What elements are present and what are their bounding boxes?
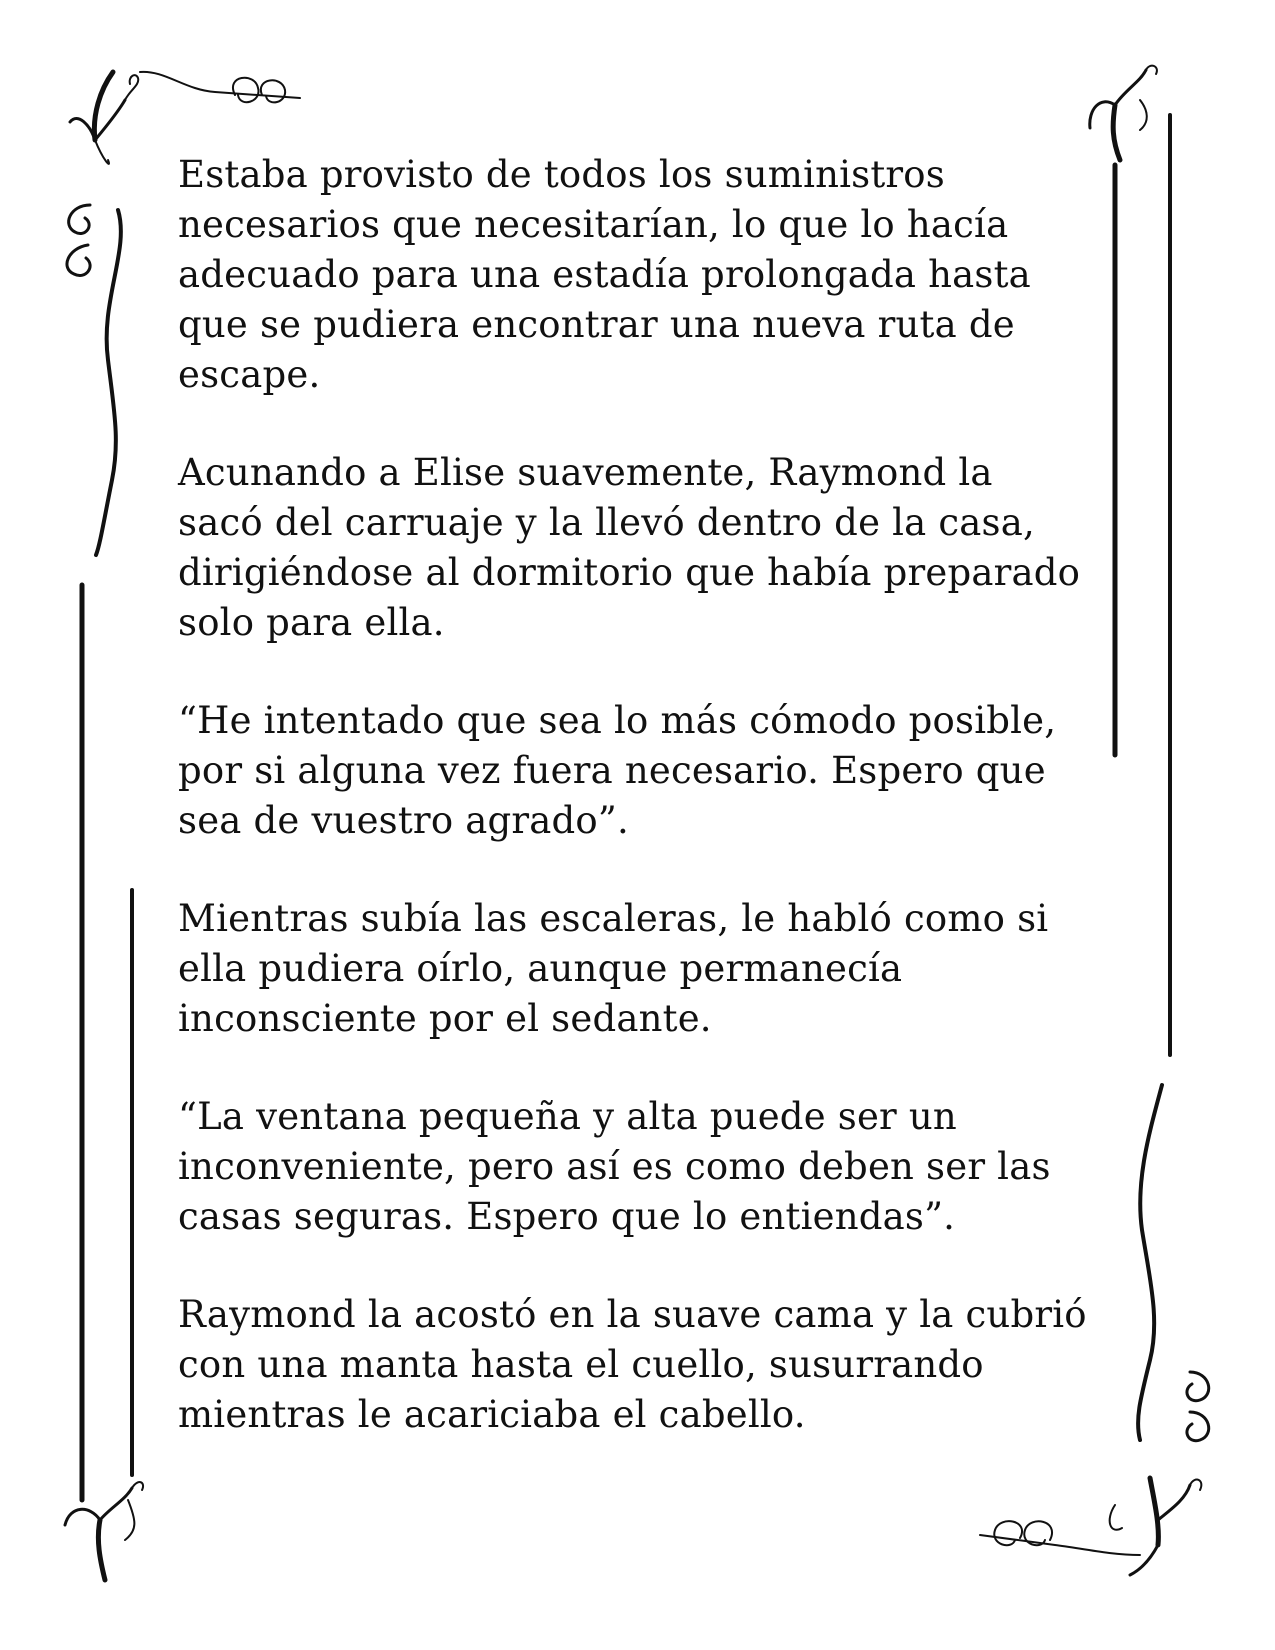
- paragraph: Acunando a Elise suavemente, Raymond la sacó del carruaje y la llevó dentro de la casa, dirigiéndose al dormitorio que había preparado solo para ella.: [178, 451, 1081, 644]
- paragraph: “He intentado que sea lo más cómodo posible, por si alguna vez fuera necesario. Espero que sea de vuestro agrado”.: [178, 699, 1057, 842]
- paragraph: Estaba provisto de todos los suministros necesarios que necesitarían, lo que lo hacía adecuado para una estadía prolongada hasta que se pudiera encontrar una nueva ruta de escape.: [178, 153, 1031, 396]
- paragraph: Raymond la acostó en la suave cama y la cubrió con una manta hasta el cuello, susurrando mientras le acariciaba el cabello.: [178, 1293, 1087, 1436]
- paragraph: Mientras subía las escaleras, le habló como si ella pudiera oírlo, aunque permanecía inconsciente por el sedante.: [178, 897, 1049, 1040]
- paragraph: “La ventana pequeña y alta puede ser un inconveniente, pero así es como deben ser las casas seguras. Espero que lo entiendas”.: [178, 1095, 1051, 1238]
- flourish-top-right: [1090, 66, 1157, 160]
- flourish-bottom-left: [65, 1482, 143, 1580]
- page-body: [178, 150, 1108, 1488]
